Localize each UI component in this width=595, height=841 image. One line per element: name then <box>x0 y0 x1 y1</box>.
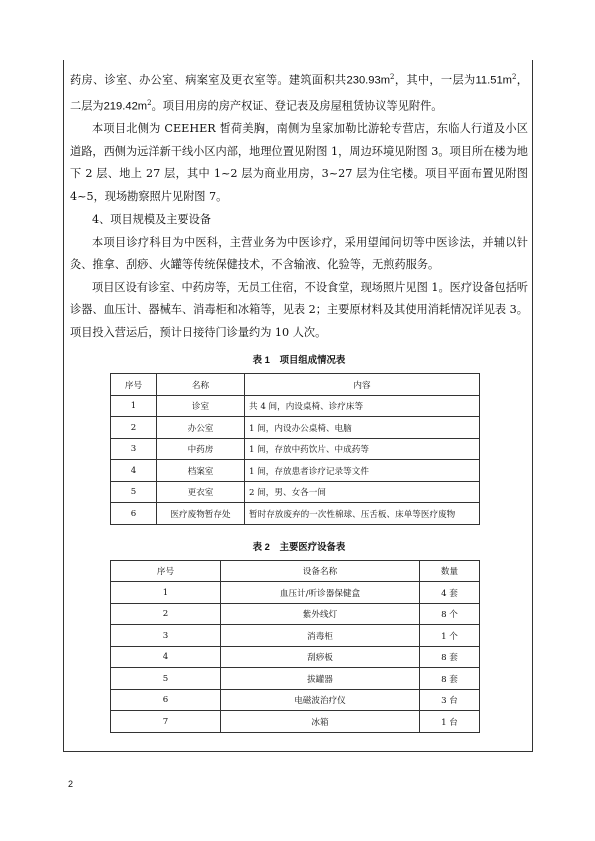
table-cell: 血压计/听诊器保健盒 <box>221 582 420 604</box>
table-cell: 7 <box>111 711 221 733</box>
table-header-row <box>111 560 480 582</box>
table1-caption <box>70 354 528 367</box>
table-cell: 4 <box>111 646 221 668</box>
header-cell: 数量 <box>420 560 480 582</box>
table-cell: 1 间，存放中药饮片、中成药等 <box>245 438 480 460</box>
table-cell: 3 台 <box>420 689 480 711</box>
table-cell: 1 <box>111 395 157 417</box>
project-composition-table <box>110 373 480 525</box>
paragraph-location: 本项目北侧为 CEEHER 皙荷美胸，南侧为皇家加勒比游轮专营店，东临人行道及小区道路，西侧为远洋新干线小区内部，地理位置见附图 1，周边环境见附图 3。项目所在楼为地下 2 层、地上 27 层，其中 1~2 层为商业用房，3~27 层为住宅楼。项目平面布置见附图 4~5，现场勘察照片见附图 7。 <box>70 122 528 203</box>
header-cell: 序号 <box>111 560 221 582</box>
table1-caption-number: 表 1 <box>252 354 270 366</box>
table-cell: 电磁波治疗仪 <box>221 689 420 711</box>
superscript: 2 <box>390 73 395 81</box>
table-cell: 共 4 间，内设桌椅、诊疗床等 <box>245 395 480 417</box>
table-row <box>111 503 480 525</box>
header-cell: 序号 <box>111 374 157 396</box>
table-row <box>111 582 480 604</box>
superscript: 2 <box>511 73 517 81</box>
table-cell: 消毒柜 <box>221 625 420 647</box>
table-header-row <box>111 374 480 396</box>
superscript: 2 <box>147 99 152 108</box>
header-cell: 名称 <box>157 374 245 396</box>
table-cell: 紫外线灯 <box>221 603 420 625</box>
table-row <box>111 625 480 647</box>
table-cell: 3 <box>111 438 157 460</box>
medical-equipment-table <box>110 560 480 733</box>
table-cell: 1 个 <box>420 625 480 647</box>
table-cell: 6 <box>111 689 221 711</box>
table-cell: 拔罐器 <box>221 668 420 690</box>
table-cell: 5 <box>111 481 157 503</box>
table-cell: 6 <box>111 503 157 525</box>
table-row <box>111 668 480 690</box>
table-cell: 4 <box>111 460 157 482</box>
text-segment: ， <box>516 73 528 87</box>
header-cell: 设备名称 <box>221 560 420 582</box>
table1-caption-title: 项目组成情况表 <box>279 355 346 367</box>
table-cell: 更衣室 <box>157 481 245 503</box>
area-total: 230.93m <box>346 74 391 87</box>
table2-caption <box>70 541 528 554</box>
document-body <box>70 66 528 733</box>
table-row <box>111 438 480 460</box>
table-cell: 3 <box>111 625 221 647</box>
table-cell: 医疗废物暂存处 <box>157 503 245 525</box>
table2-caption-title: 主要医疗设备表 <box>279 541 346 553</box>
table-cell: 档案室 <box>157 460 245 482</box>
table-cell: 办公室 <box>157 417 245 439</box>
area-floor2: 219.42m <box>103 100 148 113</box>
text-segment: 。项目用房的房产权证、登记表及房屋租赁协议等见附件。 <box>151 99 443 113</box>
table-cell: 8 套 <box>420 646 480 668</box>
table-cell: 1 <box>111 582 221 604</box>
table-cell: 2 <box>111 603 221 625</box>
table-cell: 2 间，男、女各一间 <box>245 481 480 503</box>
table-cell: 1 间，存放患者诊疗记录等文件 <box>245 460 480 482</box>
table-row <box>111 689 480 711</box>
table-cell: 4 套 <box>420 582 480 604</box>
table-row <box>111 481 480 503</box>
table-row <box>111 603 480 625</box>
table-cell: 1 间，内设办公桌椅、电脑 <box>245 417 480 439</box>
text-segment: ，其中，一层为 <box>394 73 476 87</box>
table2-caption-number: 表 2 <box>252 540 270 552</box>
table-row <box>111 711 480 733</box>
text-segment: 二层为 <box>70 99 104 113</box>
table-cell: 中药房 <box>157 438 245 460</box>
page-number: 2 <box>68 779 74 789</box>
table-cell: 8 套 <box>420 668 480 690</box>
table-cell: 刮痧板 <box>221 646 420 668</box>
header-cell: 内容 <box>245 374 480 396</box>
table-cell: 2 <box>111 417 157 439</box>
text-segment: 药房、诊室、办公室、病案室及更衣室等。建筑面积共 <box>70 73 347 87</box>
table-row <box>111 395 480 417</box>
table-cell: 1 台 <box>420 711 480 733</box>
area-floor1: 11.51m <box>475 74 512 87</box>
table-cell: 冰箱 <box>221 711 420 733</box>
paragraph-building-area <box>70 66 528 118</box>
table-row <box>111 460 480 482</box>
paragraph-services: 本项目诊疗科目为中医科，主营业务为中医诊疗，采用望闻问切等中医诊法，并辅以针灸、推拿、刮痧、火罐等传统保健技术，不含输液、化验等，无煎药服务。 <box>70 235 528 272</box>
table-cell: 诊室 <box>157 395 245 417</box>
table-cell: 5 <box>111 668 221 690</box>
table-row <box>111 646 480 668</box>
section-heading: 4、项目规模及主要设备 <box>92 213 211 227</box>
table-cell: 暂时存放废弃的一次性棉球、压舌板、床单等医疗废物 <box>245 503 480 525</box>
table-cell: 8 个 <box>420 603 480 625</box>
table-row <box>111 417 480 439</box>
paragraph-equipment: 项目区设有诊室、中药房等，无员工住宿，不设食堂，现场照片见图 1。医疗设备包括听诊器、血压计、器械车、消毒柜和冰箱等，见表 2；主要原材料及其使用消耗情况详见表 3。项目投入营运后，预计日接待门诊量约为 10 人次。 <box>70 280 528 339</box>
